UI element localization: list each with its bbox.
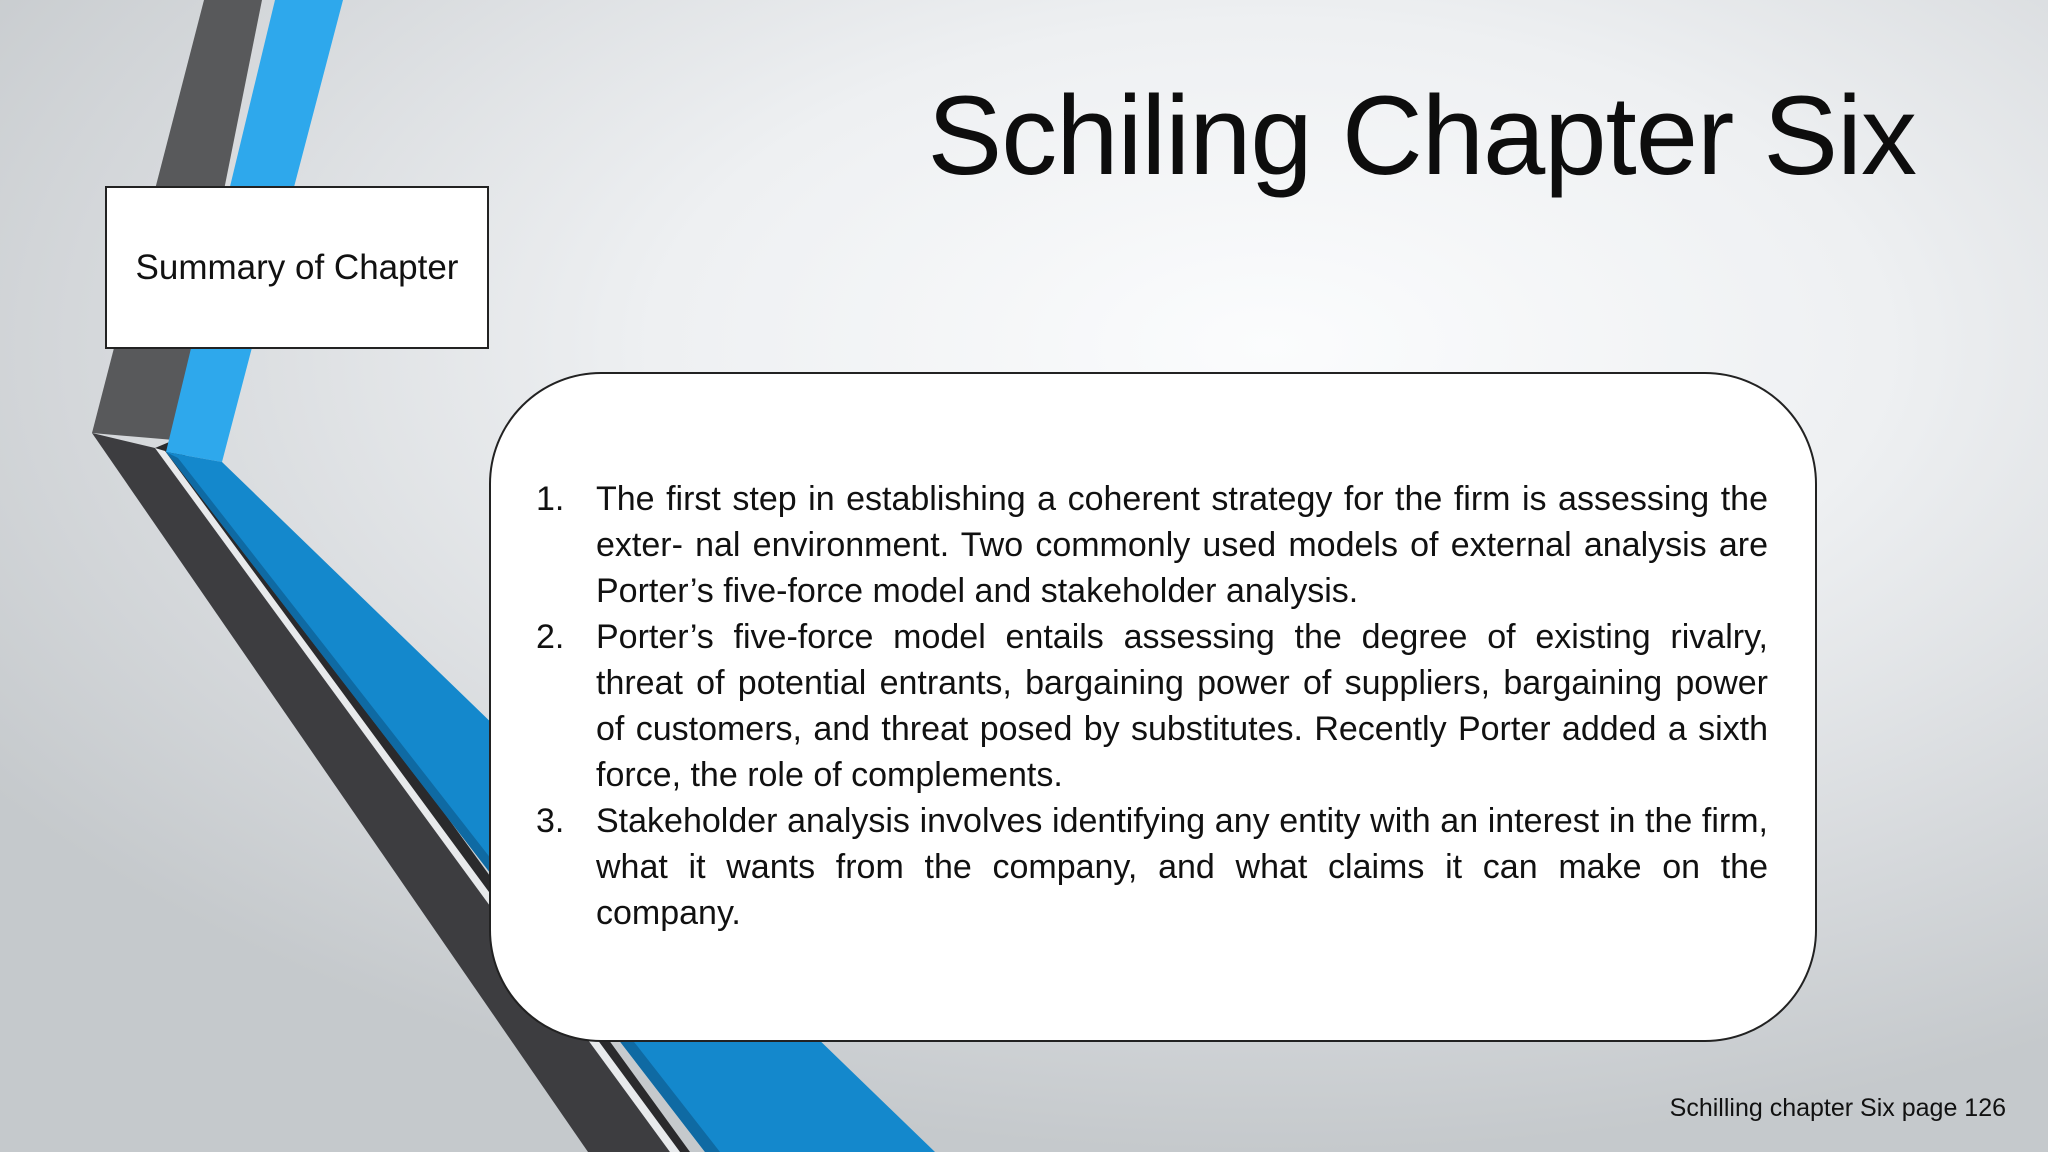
point-text: Porter’s five-force model entails assessing the degree of existing rivalry, threat of potential entrants, bargaining power of suppliers, bargaining power of customers, and threat posed by substitutes. Recently Porter added a sixth force, the role of complements. — [596, 618, 1768, 794]
summary-label-box — [105, 186, 489, 349]
summary-point-1 — [536, 476, 1768, 614]
summary-points-list — [536, 476, 1768, 936]
summary-point-2 — [536, 614, 1768, 798]
point-text: Stakeholder analysis involves identifying any entity with an interest in the firm, what it wants from the company, and what claims it can make on the company. — [596, 802, 1768, 932]
point-text: The first step in establishing a coherent strategy for the firm is assessing the exter- nal environment. Two commonly used models of external analysis are Porter’s five-force model and stakeholder analysis. — [596, 480, 1768, 610]
summary-point-3 — [536, 798, 1768, 936]
point-number: 1. — [536, 480, 565, 518]
point-number: 3. — [536, 802, 565, 840]
point-number: 2. — [536, 618, 565, 656]
summary-label: Summary of Chapter — [135, 247, 459, 287]
slide-title: Schiling Chapter Six — [927, 73, 1916, 198]
footer-page-reference: Schilling chapter Six page 126 — [1669, 1094, 2006, 1122]
